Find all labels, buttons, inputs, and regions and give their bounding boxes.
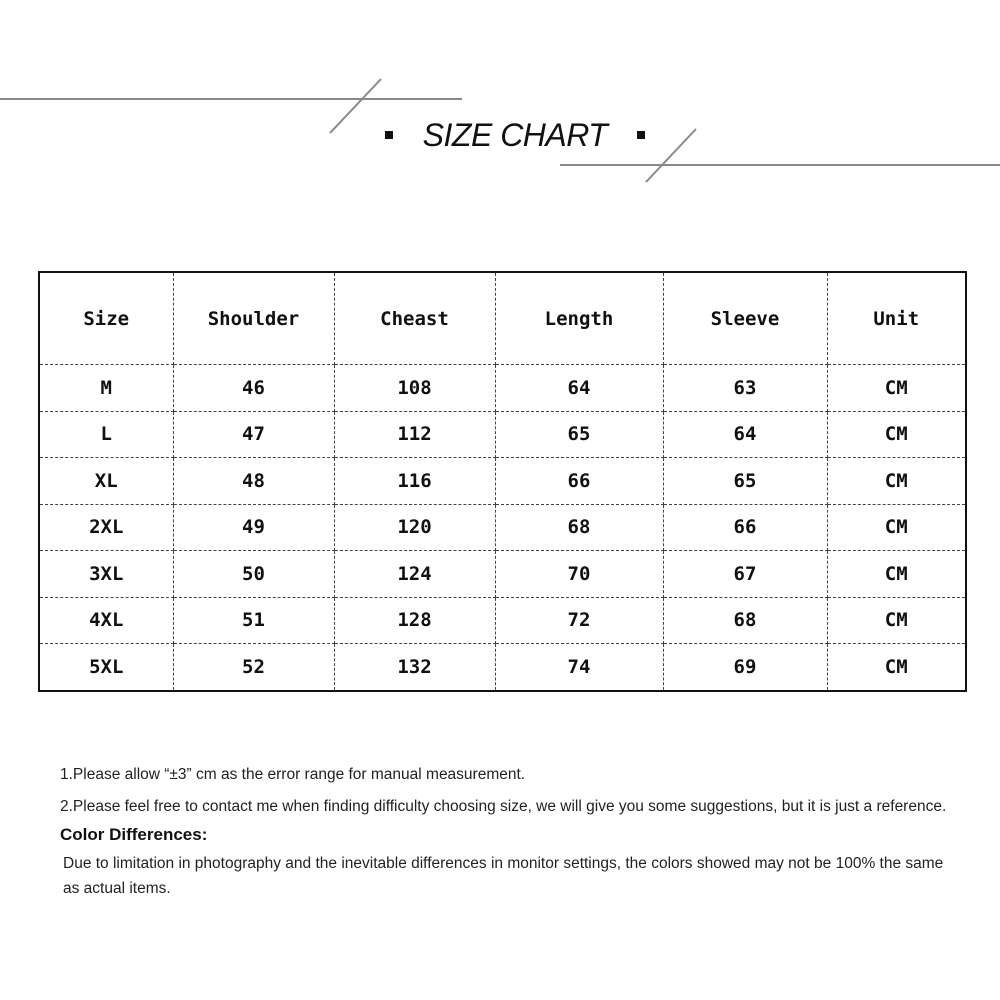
cell-unit: CM	[827, 597, 966, 644]
cell-size: XL	[39, 458, 173, 505]
cell-cheast: 112	[334, 411, 495, 458]
table-row	[39, 597, 966, 644]
column-header-size: Size	[39, 272, 173, 365]
title-row	[370, 110, 660, 160]
table-row	[39, 551, 966, 598]
decorative-lines	[0, 0, 1000, 200]
cell-cheast: 124	[334, 551, 495, 598]
cell-shoulder: 50	[173, 551, 334, 598]
column-header-unit: Unit	[827, 272, 966, 365]
cell-shoulder: 49	[173, 504, 334, 551]
size-chart-table	[38, 271, 967, 692]
cell-cheast: 120	[334, 504, 495, 551]
cell-shoulder: 52	[173, 644, 334, 691]
table-row	[39, 504, 966, 551]
cell-cheast: 128	[334, 597, 495, 644]
cell-size: 3XL	[39, 551, 173, 598]
table-header-row	[39, 272, 966, 365]
cell-cheast: 132	[334, 644, 495, 691]
cell-sleeve: 67	[663, 551, 827, 598]
notes-section	[60, 762, 950, 908]
cell-sleeve: 64	[663, 411, 827, 458]
cell-sleeve: 63	[663, 365, 827, 412]
cell-sleeve: 66	[663, 504, 827, 551]
cell-shoulder: 48	[173, 458, 334, 505]
page-title: SIZE CHART	[422, 116, 608, 153]
note-error-range: 1.Please allow “±3” cm as the error range for manual measurement.	[60, 766, 526, 783]
table-row	[39, 365, 966, 412]
cell-unit: CM	[884, 655, 908, 678]
cell-unit: CM	[827, 365, 966, 412]
column-header-shoulder: Shoulder	[173, 272, 334, 365]
cell-sleeve: 68	[663, 597, 827, 644]
cell-length: 65	[495, 411, 663, 458]
column-header-cheast: Cheast	[334, 272, 495, 365]
cell-length: 64	[495, 365, 663, 412]
right-bullet-icon	[637, 131, 645, 139]
cell-length: 66	[495, 458, 663, 505]
cell-size: 4XL	[39, 597, 173, 644]
cell-shoulder: 46	[173, 365, 334, 412]
cell-sleeve: 69	[663, 644, 827, 691]
cell-shoulder: 51	[173, 597, 334, 644]
cell-size: M	[39, 365, 173, 412]
cell-length: 74	[495, 644, 663, 691]
table-row	[39, 458, 966, 505]
cell-unit: CM	[827, 411, 966, 458]
color-differences-heading: Color Differences:	[60, 825, 208, 844]
cell-unit: CM	[827, 551, 966, 598]
cell-size: L	[39, 411, 173, 458]
cell-shoulder: 47	[173, 411, 334, 458]
cell-size: 2XL	[39, 504, 173, 551]
cell-length: 70	[495, 551, 663, 598]
left-bullet-icon	[385, 131, 393, 139]
cell-sleeve: 65	[663, 458, 827, 505]
cell-size: 5XL	[39, 644, 173, 691]
column-header-sleeve: Sleeve	[663, 272, 827, 365]
table-row	[39, 644, 966, 691]
cell-unit: CM	[827, 458, 966, 505]
cell-cheast: 108	[334, 365, 495, 412]
cell-length: 72	[495, 597, 663, 644]
cell-length: 68	[495, 504, 663, 551]
cell-unit: CM	[827, 504, 966, 551]
cell-cheast: 116	[334, 458, 495, 505]
note-contact: 2.Please feel free to contact me when finding difficulty choosing size, we will give you some suggestions, but it is just a reference.	[60, 798, 947, 815]
color-differences-text: Due to limitation in photography and the inevitable differences in monitor settings, the colors showed may not be 100% the same as actual items.	[63, 855, 944, 897]
table-row	[39, 411, 966, 458]
column-header-length: Length	[495, 272, 663, 365]
